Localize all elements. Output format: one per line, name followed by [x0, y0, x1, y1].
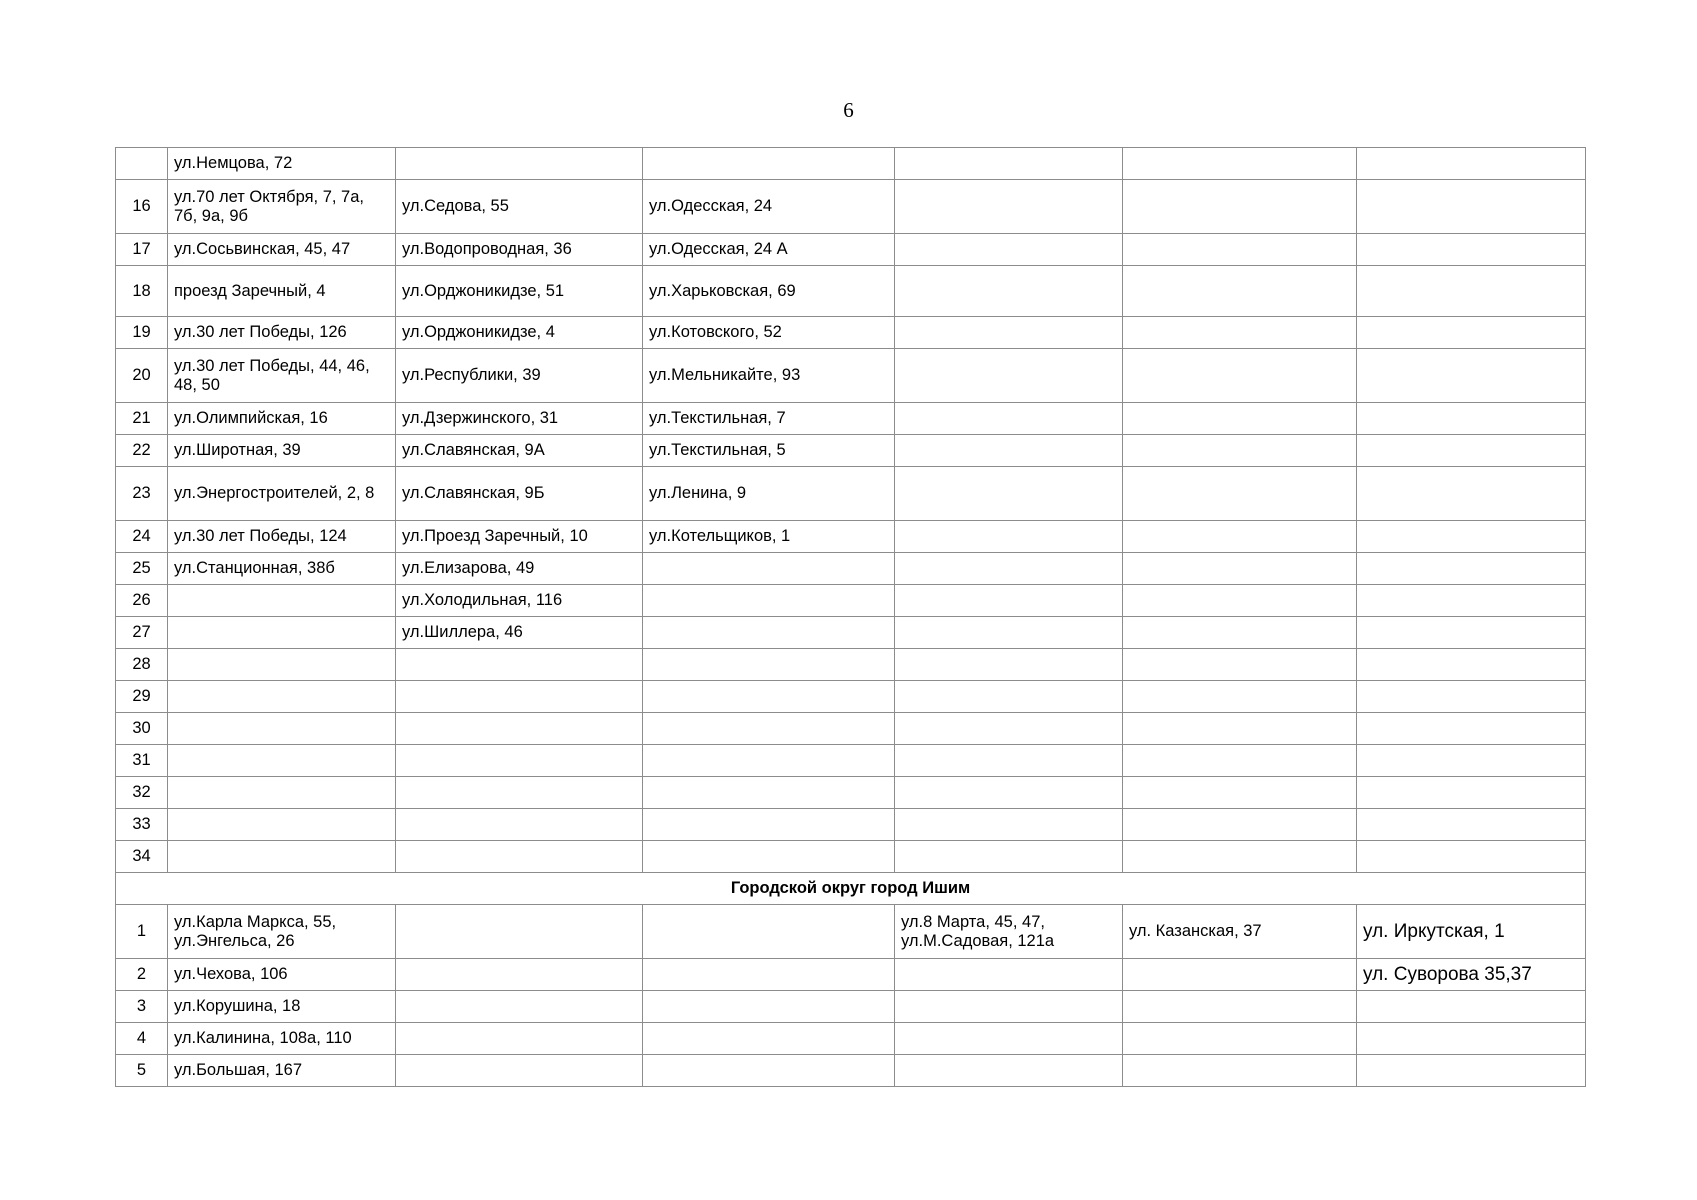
address-cell-col6: [1357, 521, 1586, 553]
address-cell-col1: ул.Корушина, 18: [168, 991, 396, 1023]
row-number: 21: [116, 403, 168, 435]
address-cell-col3: [643, 617, 895, 649]
address-cell-col5: [1123, 234, 1357, 266]
address-cell-col2: [396, 148, 643, 180]
row-number: 1: [116, 905, 168, 959]
address-cell-col3: [643, 585, 895, 617]
section-title: Городской округ город Ишим: [116, 873, 1586, 905]
table-row: [116, 403, 1586, 435]
section-row: [116, 873, 1586, 905]
address-cell-col4: [895, 649, 1123, 681]
row-number: 19: [116, 317, 168, 349]
address-cell-col5: [1123, 180, 1357, 234]
address-cell-col2: ул.Шиллера, 46: [396, 617, 643, 649]
address-cell-col4: [895, 681, 1123, 713]
address-cell-col4: [895, 148, 1123, 180]
address-cell-col4: [895, 467, 1123, 521]
address-cell-col2: [396, 649, 643, 681]
address-cell-col5: [1123, 317, 1357, 349]
address-cell-col2: [396, 681, 643, 713]
address-cell-col5: [1123, 713, 1357, 745]
address-cell-col4: [895, 1055, 1123, 1087]
address-cell-col3: [643, 777, 895, 809]
address-cell-col6: [1357, 841, 1586, 873]
table-row: [116, 1055, 1586, 1087]
address-cell-col4: [895, 745, 1123, 777]
address-cell-col3: [643, 649, 895, 681]
address-cell-col4: [895, 991, 1123, 1023]
address-cell-col1: ул.Олимпийская, 16: [168, 403, 396, 435]
table-row: [116, 317, 1586, 349]
row-number: [116, 148, 168, 180]
address-cell-col3: ул.Котовского, 52: [643, 317, 895, 349]
address-cell-col4: [895, 521, 1123, 553]
address-cell-col5: [1123, 649, 1357, 681]
address-cell-col1: ул.Энергостроителей, 2, 8: [168, 467, 396, 521]
address-cell-col1: ул.Большая, 167: [168, 1055, 396, 1087]
row-number: 25: [116, 553, 168, 585]
address-cell-col3: [643, 745, 895, 777]
address-cell-col5: [1123, 681, 1357, 713]
address-cell-col6: [1357, 585, 1586, 617]
address-cell-col2: [396, 1023, 643, 1055]
address-cell-col6: [1357, 234, 1586, 266]
table-row: [116, 266, 1586, 317]
table-row: [116, 905, 1586, 959]
address-cell-col2: [396, 905, 643, 959]
address-cell-col4: [895, 617, 1123, 649]
address-cell-col6: [1357, 148, 1586, 180]
row-number: 32: [116, 777, 168, 809]
table-row: [116, 234, 1586, 266]
table-row: [116, 681, 1586, 713]
address-cell-col1: ул.Карла Маркса, 55, ул.Энгельса, 26: [168, 905, 396, 959]
address-cell-col6: [1357, 1055, 1586, 1087]
address-cell-col3: ул.Ленина, 9: [643, 467, 895, 521]
address-cell-col2: ул.Славянская, 9Б: [396, 467, 643, 521]
address-cell-col6: [1357, 1023, 1586, 1055]
address-cell-col1: ул.Сосьвинская, 45, 47: [168, 234, 396, 266]
row-number: 29: [116, 681, 168, 713]
address-table: [115, 147, 1586, 1087]
row-number: 20: [116, 349, 168, 403]
table-row: [116, 553, 1586, 585]
address-cell-col2: ул.Елизарова, 49: [396, 553, 643, 585]
address-cell-col6: [1357, 180, 1586, 234]
table-row: [116, 649, 1586, 681]
table-row: [116, 959, 1586, 991]
address-cell-col6: [1357, 617, 1586, 649]
address-cell-col5: ул. Казанская, 37: [1123, 905, 1357, 959]
address-cell-col3: ул.Мельникайте, 93: [643, 349, 895, 403]
table-row: [116, 467, 1586, 521]
row-number: 34: [116, 841, 168, 873]
address-cell-col6: [1357, 991, 1586, 1023]
address-cell-col1: ул.30 лет Победы, 124: [168, 521, 396, 553]
address-cell-col6: [1357, 809, 1586, 841]
row-number: 24: [116, 521, 168, 553]
address-cell-col6: [1357, 681, 1586, 713]
address-cell-col1: проезд Заречный, 4: [168, 266, 396, 317]
address-cell-col3: [643, 809, 895, 841]
address-cell-col6: [1357, 467, 1586, 521]
address-cell-col6: [1357, 713, 1586, 745]
row-number: 33: [116, 809, 168, 841]
address-cell-col6: [1357, 745, 1586, 777]
address-cell-col6: [1357, 266, 1586, 317]
address-cell-col1: [168, 585, 396, 617]
address-cell-col2: [396, 777, 643, 809]
row-number: 30: [116, 713, 168, 745]
page-number: 6: [843, 98, 854, 122]
address-cell-col6: [1357, 403, 1586, 435]
address-cell-col4: [895, 959, 1123, 991]
address-cell-col1: ул.Калинина, 108а, 110: [168, 1023, 396, 1055]
address-cell-col5: [1123, 266, 1357, 317]
address-cell-col5: [1123, 777, 1357, 809]
address-cell-col3: [643, 1055, 895, 1087]
address-cell-col5: [1123, 349, 1357, 403]
table-row: [116, 777, 1586, 809]
address-cell-col3: [643, 905, 895, 959]
address-cell-col1: [168, 841, 396, 873]
address-cell-col3: ул.Текстильная, 7: [643, 403, 895, 435]
table-row: [116, 435, 1586, 467]
table-row: [116, 745, 1586, 777]
address-cell-col1: [168, 745, 396, 777]
address-cell-col2: [396, 959, 643, 991]
address-cell-col1: ул.30 лет Победы, 44, 46, 48, 50: [168, 349, 396, 403]
table-body: [116, 148, 1586, 1087]
table-row: [116, 349, 1586, 403]
address-cell-col1: [168, 617, 396, 649]
row-number: 31: [116, 745, 168, 777]
address-cell-col4: [895, 585, 1123, 617]
row-number: 16: [116, 180, 168, 234]
address-cell-col2: ул.Орджоникидзе, 51: [396, 266, 643, 317]
address-cell-col3: ул.Котельщиков, 1: [643, 521, 895, 553]
address-cell-col5: [1123, 841, 1357, 873]
row-number: 22: [116, 435, 168, 467]
address-cell-col4: [895, 777, 1123, 809]
address-cell-col5: [1123, 1023, 1357, 1055]
address-cell-col5: [1123, 148, 1357, 180]
address-cell-col4: [895, 403, 1123, 435]
address-cell-col6: [1357, 349, 1586, 403]
address-cell-col2: ул.Орджоникидзе, 4: [396, 317, 643, 349]
table-row: [116, 991, 1586, 1023]
address-cell-col2: ул.Славянская, 9А: [396, 435, 643, 467]
address-cell-col1: [168, 649, 396, 681]
address-cell-col5: [1123, 403, 1357, 435]
table-row: [116, 809, 1586, 841]
address-cell-col5: [1123, 521, 1357, 553]
address-cell-col3: [643, 841, 895, 873]
address-cell-col4: [895, 435, 1123, 467]
address-cell-col1: ул.Станционная, 38б: [168, 553, 396, 585]
row-number: 17: [116, 234, 168, 266]
address-cell-col6: [1357, 553, 1586, 585]
address-cell-col3: ул.Текстильная, 5: [643, 435, 895, 467]
address-cell-col5: [1123, 467, 1357, 521]
address-cell-col4: [895, 234, 1123, 266]
address-cell-col1: [168, 681, 396, 713]
table-row: [116, 585, 1586, 617]
row-number: 26: [116, 585, 168, 617]
table-row: [116, 1023, 1586, 1055]
table-row: [116, 617, 1586, 649]
address-cell-col6: [1357, 777, 1586, 809]
address-cell-col1: ул.30 лет Победы, 126: [168, 317, 396, 349]
address-cell-col4: [895, 809, 1123, 841]
address-cell-col2: ул.Холодильная, 116: [396, 585, 643, 617]
address-cell-col2: [396, 1055, 643, 1087]
address-cell-col5: [1123, 553, 1357, 585]
address-cell-col2: [396, 745, 643, 777]
address-cell-col3: [643, 681, 895, 713]
address-cell-col2: ул.Дзержинского, 31: [396, 403, 643, 435]
address-cell-col3: [643, 713, 895, 745]
row-number: 18: [116, 266, 168, 317]
table-row: [116, 521, 1586, 553]
address-cell-col3: [643, 991, 895, 1023]
address-cell-col4: [895, 317, 1123, 349]
address-cell-col2: ул.Проезд Заречный, 10: [396, 521, 643, 553]
address-cell-col4: ул.8 Марта, 45, 47, ул.М.Садовая, 121а: [895, 905, 1123, 959]
address-cell-col5: [1123, 1055, 1357, 1087]
address-cell-col1: [168, 713, 396, 745]
address-cell-col2: ул.Республики, 39: [396, 349, 643, 403]
row-number: 2: [116, 959, 168, 991]
address-cell-col3: [643, 959, 895, 991]
address-cell-col1: ул.Немцова, 72: [168, 148, 396, 180]
address-cell-col3: [643, 1023, 895, 1055]
address-cell-col4: [895, 180, 1123, 234]
address-cell-col2: ул.Водопроводная, 36: [396, 234, 643, 266]
address-cell-col3: ул.Одесская, 24 А: [643, 234, 895, 266]
address-cell-col1: ул.Чехова, 106: [168, 959, 396, 991]
address-cell-col6: [1357, 649, 1586, 681]
address-cell-col6: ул. Иркутская, 1: [1357, 905, 1586, 959]
address-cell-col5: [1123, 745, 1357, 777]
address-cell-col4: [895, 349, 1123, 403]
address-cell-col2: [396, 809, 643, 841]
address-cell-col6: [1357, 317, 1586, 349]
address-cell-col5: [1123, 991, 1357, 1023]
address-cell-col5: [1123, 585, 1357, 617]
address-cell-col2: [396, 991, 643, 1023]
address-cell-col2: [396, 841, 643, 873]
address-cell-col6: [1357, 435, 1586, 467]
table-row: [116, 713, 1586, 745]
row-number: 4: [116, 1023, 168, 1055]
address-cell-col3: ул.Одесская, 24: [643, 180, 895, 234]
address-cell-col6: ул. Суворова 35,37: [1357, 959, 1586, 991]
address-cell-col3: [643, 553, 895, 585]
address-cell-col4: [895, 713, 1123, 745]
address-cell-col2: [396, 713, 643, 745]
address-cell-col3: ул.Харьковская, 69: [643, 266, 895, 317]
address-cell-col4: [895, 841, 1123, 873]
row-number: 23: [116, 467, 168, 521]
address-cell-col2: ул.Седова, 55: [396, 180, 643, 234]
address-cell-col1: ул.Широтная, 39: [168, 435, 396, 467]
address-cell-col1: [168, 777, 396, 809]
row-number: 3: [116, 991, 168, 1023]
row-number: 27: [116, 617, 168, 649]
table-row: [116, 841, 1586, 873]
address-cell-col5: [1123, 809, 1357, 841]
address-cell-col5: [1123, 617, 1357, 649]
address-cell-col4: [895, 553, 1123, 585]
address-cell-col5: [1123, 435, 1357, 467]
address-cell-col1: [168, 809, 396, 841]
table-row: [116, 148, 1586, 180]
address-cell-col1: ул.70 лет Октября, 7, 7а, 7б, 9а, 9б: [168, 180, 396, 234]
address-cell-col5: [1123, 959, 1357, 991]
address-cell-col3: [643, 148, 895, 180]
table-row: [116, 180, 1586, 234]
row-number: 28: [116, 649, 168, 681]
address-cell-col4: [895, 266, 1123, 317]
row-number: 5: [116, 1055, 168, 1087]
address-cell-col4: [895, 1023, 1123, 1055]
